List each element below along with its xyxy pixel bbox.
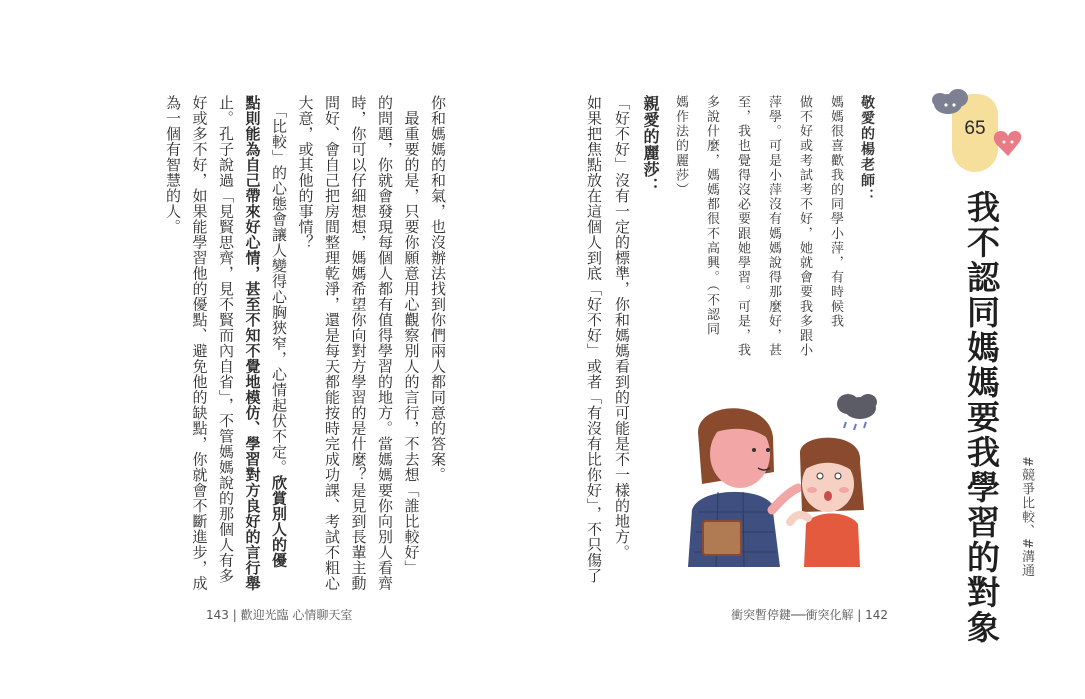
chapter-title: 我不認同媽媽要我學習的對象 xyxy=(962,190,1001,645)
mother-figure xyxy=(688,408,798,567)
heart-icon xyxy=(994,131,1021,156)
footer-right-page: 衝突暫停鍵──衝突化解 | 142 xyxy=(731,608,889,622)
letter-line: 媽媽很喜歡我的同學小萍，有時候我 xyxy=(828,95,843,329)
child-figure xyxy=(790,438,864,567)
reply-line-text: 「比較」的心態會讓人變得心胸狹窄，心情起伏不定。 xyxy=(270,95,288,475)
reply-line: 如果把焦點放在這個人到底「好不好」或者「有沒有比你好」，不只傷了 xyxy=(585,95,603,584)
reply-right-page xyxy=(580,95,664,584)
reply-line: 最重要的是，只要你願意用心觀察別人的言行，不去想「誰比較好」 xyxy=(402,95,421,576)
letter-line: 媽作法的麗莎） xyxy=(673,95,688,198)
reply-line: 止。孔子說過「見賢思齊，見不賢而內自省」，不管媽媽說的那個人有多 xyxy=(217,95,235,584)
footer-left-page: 143 | 歡迎光臨 心情聊天室 xyxy=(206,608,353,622)
letter-salutation: 敬愛的楊老師： xyxy=(859,95,875,205)
letter-line: 多說什麼，媽媽都很不高興。（不認同 xyxy=(704,95,719,337)
letter-line: 至，我也覺得沒必要跟她學習。可是，我 xyxy=(735,95,750,358)
bold-emphasis: 欣賞別人的優 xyxy=(270,475,288,568)
letter-line: 萍學。可是小萍沒有媽媽說得那麼好，甚 xyxy=(766,95,781,358)
letter-line: 做不好或考試考不好，她就會要我多跟小 xyxy=(797,95,812,358)
reply-line-bold: 點則能為自己帶來好心情，甚至不知不覺地模仿、學習對方良好的言行舉 xyxy=(243,95,262,591)
cloud-icon xyxy=(932,89,968,114)
reply-line: 時，你可以仔細想想，媽媽希望你向對方學習的是什麼？是見到長輩主動 xyxy=(349,95,368,591)
reply-line: 問好、會自己把房間整理乾淨，還是每天都能按時完成功課、考試不粗心 xyxy=(323,95,341,591)
reply-salutation: 親愛的麗莎： xyxy=(641,95,660,194)
reply-line: 的問題，你就會發現每個人都有值得學習的地方。當媽媽要你向別人看齊 xyxy=(376,95,394,591)
reply-line: 為一個有智慧的人。 xyxy=(164,95,182,235)
reply-line: 好或多不好，如果能學習他的優點、避免他的缺點，你就會不斷進步，成 xyxy=(190,95,209,591)
rain-cloud-icon xyxy=(837,394,877,430)
reply-line xyxy=(266,95,293,591)
chapter-number: 65 xyxy=(964,118,986,139)
reply-line: 你和媽媽的和氣，也沒辦法找到你們兩人都同意的答案。 xyxy=(429,95,447,483)
badge-decoration xyxy=(926,86,1036,176)
chapter-tags: #競爭比較、#溝通 xyxy=(1019,456,1034,578)
reply-line: 「好不好」沒有一定的標準，你和媽媽看到的可能是不一樣的地方。 xyxy=(613,95,631,560)
mother-child-illustration xyxy=(688,392,878,567)
student-letter xyxy=(665,95,882,358)
reply-left-page xyxy=(160,95,452,591)
reply-line: 大意，或其他的事情？ xyxy=(296,95,315,250)
